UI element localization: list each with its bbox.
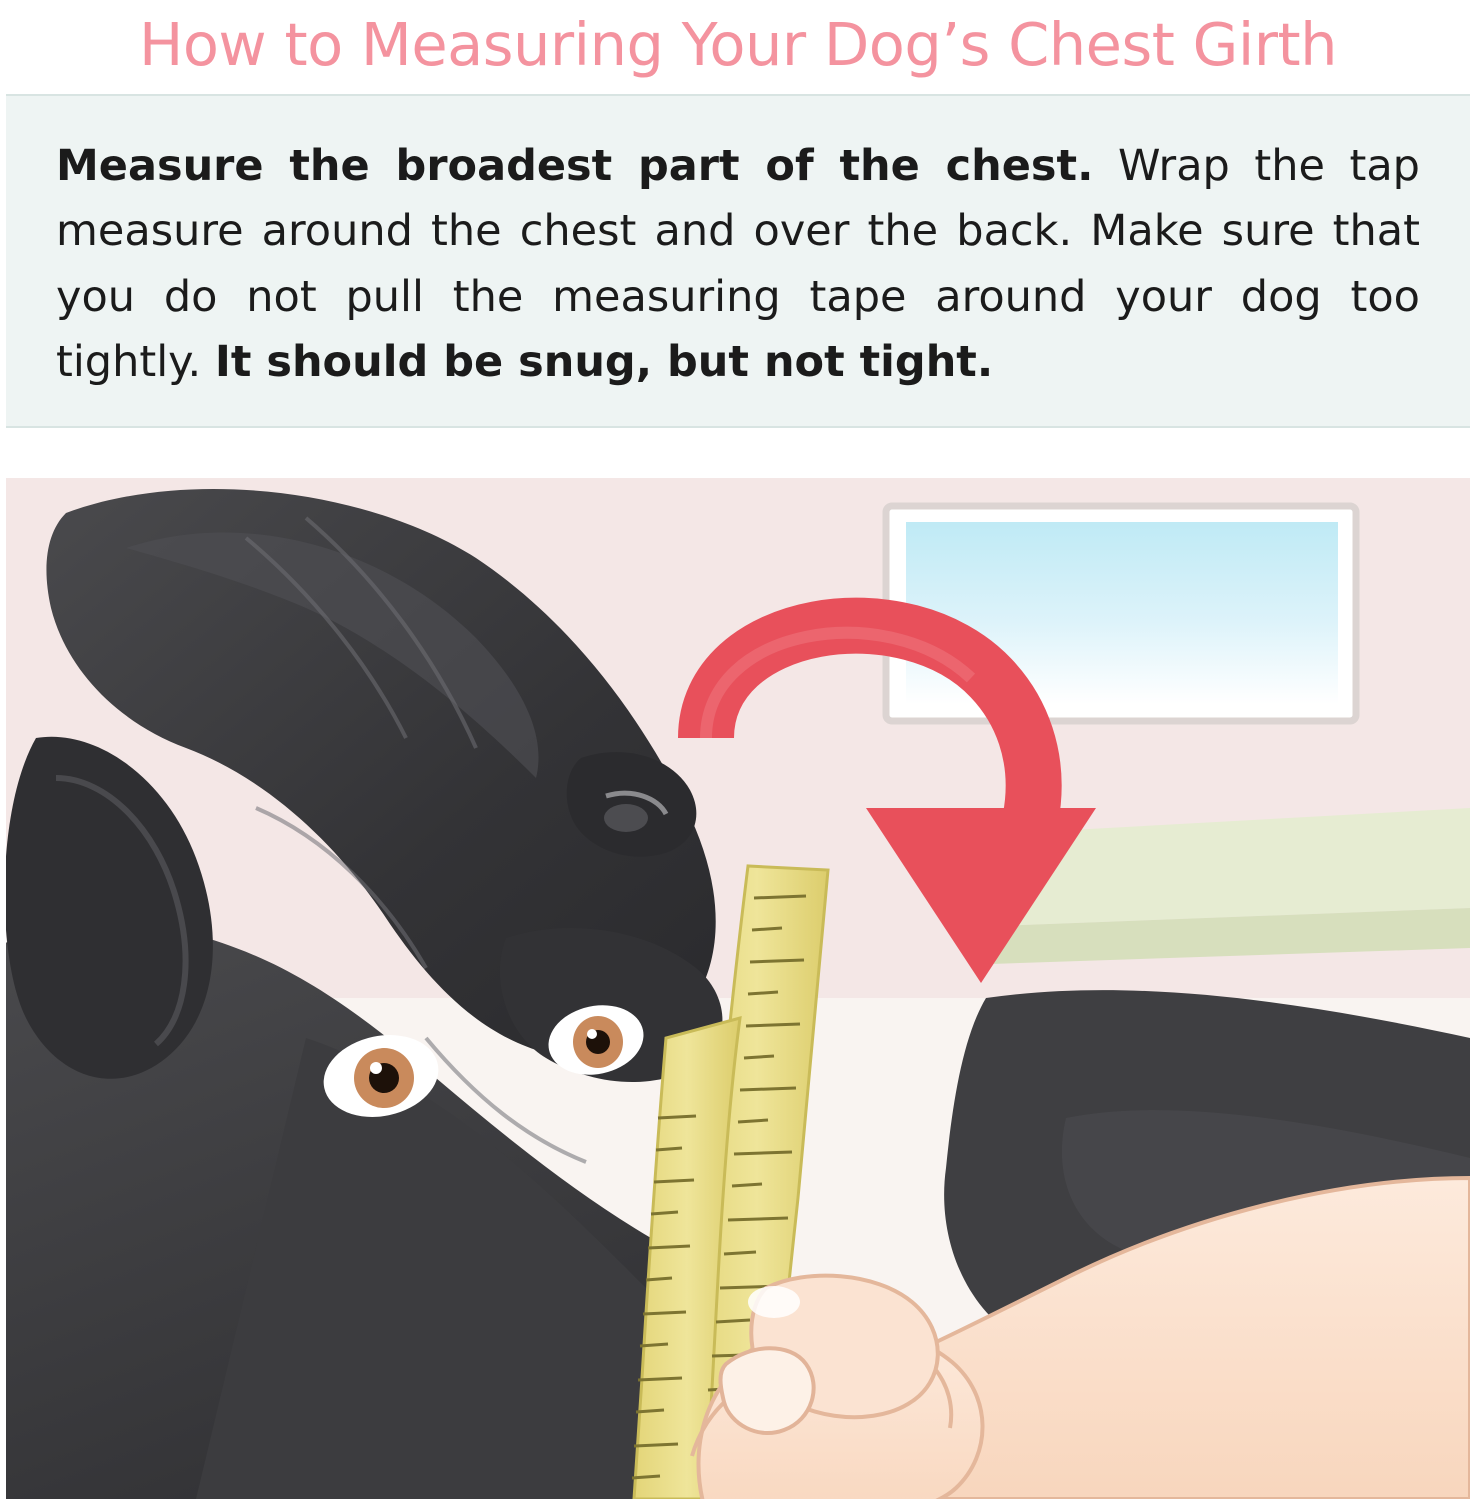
instruction-panel [6,94,1470,428]
instruction-text [56,134,1420,395]
window [886,506,1356,721]
header-bar [0,0,1476,88]
measuring-illustration [6,478,1470,1499]
instruction-body: Wrap the tap measure around the chest and over the back. Make sure that you do not pull the measuring tape around your dog too tightly. [56,141,1420,388]
instruction-lead-bold: Measure the broadest part of the chest. [56,141,1094,191]
instruction-tail-bold: It should be snug, but not tight. [214,337,994,388]
page-title: How to Measuring Your Dog’s Chest Girth [138,9,1338,79]
illustration-svg [6,478,1470,1499]
